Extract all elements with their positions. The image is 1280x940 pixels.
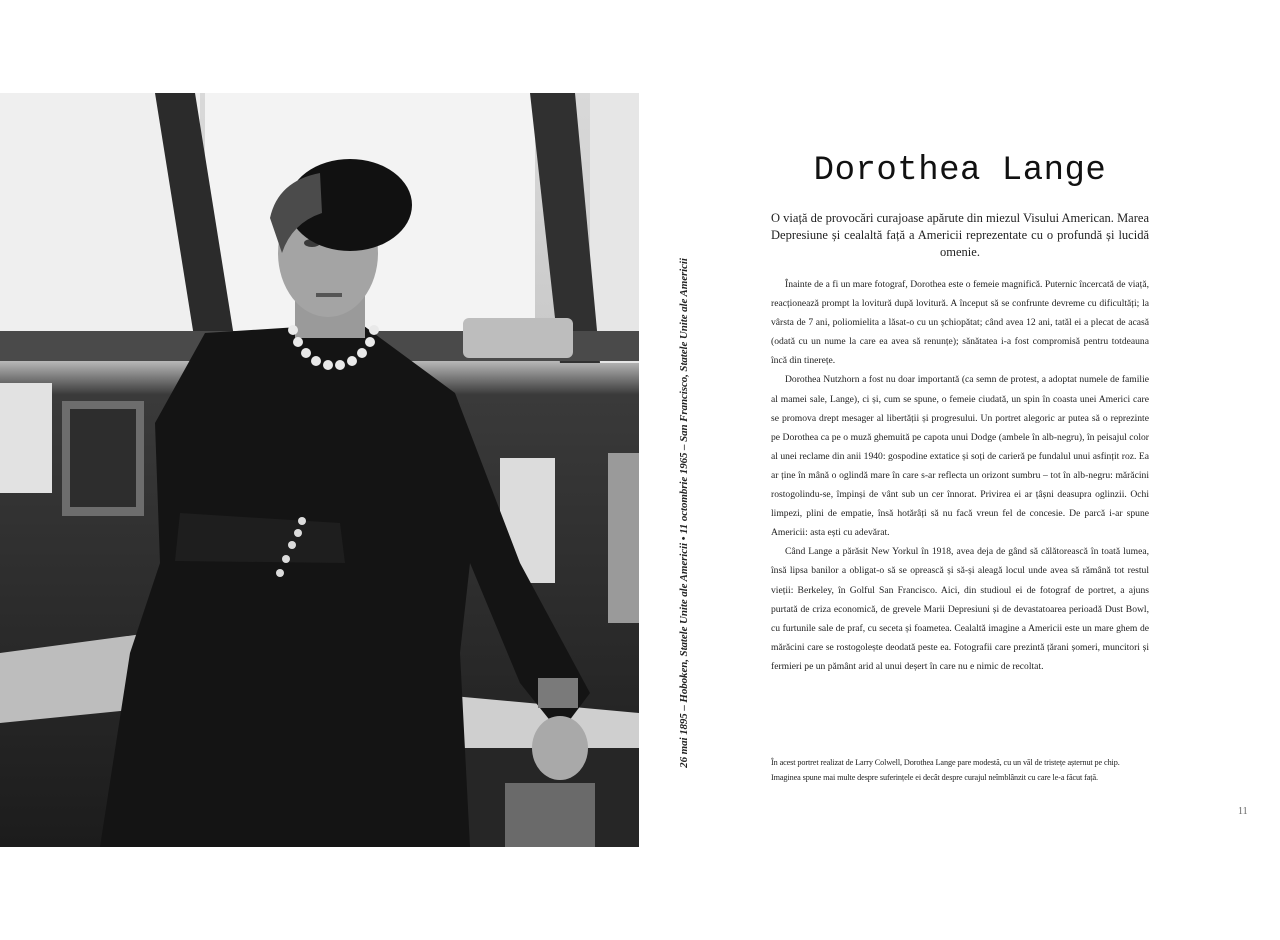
page-title: Dorothea Lange [813, 152, 1107, 190]
portrait-illustration [0, 93, 639, 847]
body-text [771, 275, 1149, 676]
photo-caption: În acest portret realizat de Larry Colwell, Dorothea Lange pare modestă, cu un văl de tristețe așternut pe chip. Imaginea spune mai multe despre suferințele ei decât despre curajul neîmblânzit cu care le-a făcut față. [771, 758, 1120, 782]
body-paragraph: Dorothea Nutzhorn a fost nu doar importantă (ca semn de protest, a adoptat numele de familie al mamei sale, Lange), ci și, cum se spune, o femeie ciudată, un spin în coasta unei Americi care se promova drept mesager al libertății și progresului. Un portret alegoric ar putea să o reprezinte pe Dorothea ca pe o muză ghemuită pe capota unui Dodge (ambele în alb-negru), în peisajul color al unei reclame din anii 1940: gospodine extatice și soți de carieră pe fundalul unui asfințit roz. Ea ar ține în mână o oglindă mare în care s-ar reflecta un orizont sumbru – tot în alb-negru: mărăcini rostogolindu-se, împinși de vânt sub un cer înnorat. Privirea ei ar țâșni deasupra oglinzii. Ochi limpezi, plini de empatie, însă hotărâți să nu facă vreun fel de concesie. De parcă i-ar spune Americii: asta ești cu adevărat. [771, 374, 1149, 539]
body-paragraph: Înainte de a fi un mare fotograf, Dorothea este o femeie magnifică. Puternic încercată de viață, reacționează prompt la lovitură după lovitură. A început să se confrunte devreme cu dificultăți; la vârsta de 7 ani, poliomielita a lăsat-o cu un șchiopătat; când avea 12 ani, tatăl ei a plecat de acasă (odată cu un nume la care ea avea să renunțe); sănătatea i-a fost compromisă pentru totdeauna încă din tinerețe. [771, 279, 1149, 367]
portrait-photo [0, 93, 639, 847]
body-paragraph: Când Lange a părăsit New Yorkul în 1918, avea deja de gând să călătorească în toată lumea, însă lipsa banilor a obligat-o să se oprească și să-și aleagă locul unde avea să rămână tot restul vieții: Berkeley, în Golful San Francisco. Aici, din studioul ei de fotograf de portret, a ajuns purtată de criza economică, de grevele Marii Depresiuni și de devastatoarea perioadă Dust Bowl, cu furtunile sale de praf, cu seceta și foametea. Cealaltă imagine a Americii este un mare ghem de mărăcini care se rostogolește deodată peste ea. Fotografii care prezintă țărani șomeri, muncitori și fermieri pe un pământ arid al unui deșert în care nu e nimic de recoltat. [771, 546, 1149, 672]
side-caption [672, 243, 696, 783]
page-number: 11 [1238, 806, 1248, 817]
lead-paragraph: O viață de provocări curajoase apărute din miezul Visului American. Marea Depresiune și cealaltă față a Americii reprezentate cu o profundă și lucidă omenie. [771, 211, 1149, 259]
side-caption-text: 26 mai 1895 – Hoboken, Statele Unite ale Americii • 11 octombrie 1965 – San Francisco, Statele Unite ale Americii [678, 258, 690, 768]
